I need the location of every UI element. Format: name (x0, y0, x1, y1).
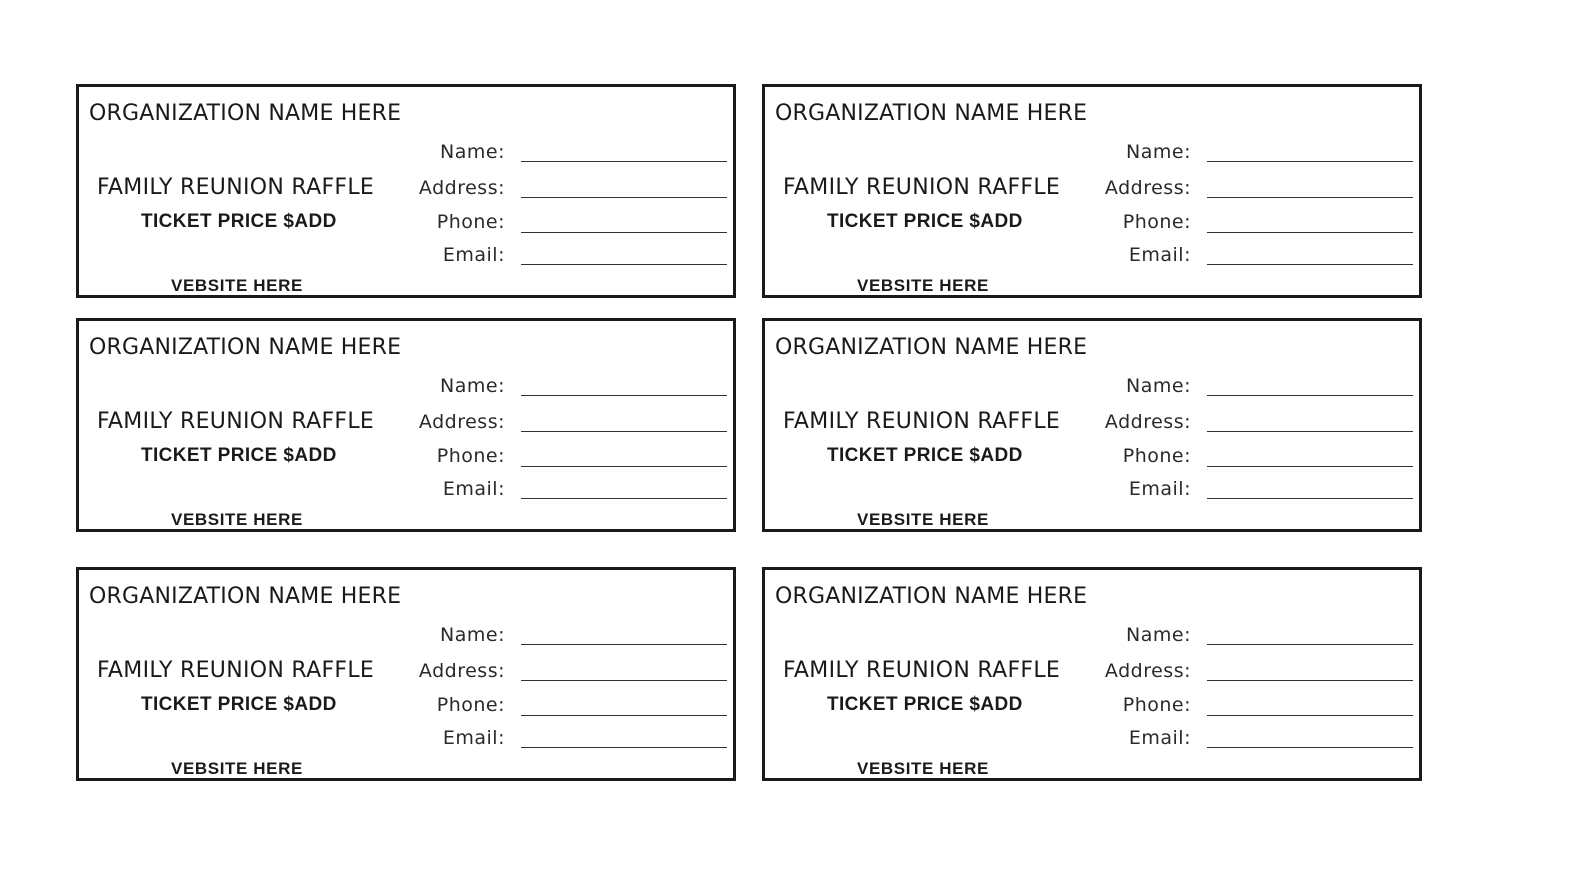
email-label: Email: (1128, 727, 1191, 749)
website-text: VEBSITE HERE (171, 276, 303, 295)
address-label: Address: (1104, 660, 1191, 682)
event-title: FAMILY REUNION RAFFLE (97, 658, 375, 683)
address-blank-line (1207, 431, 1413, 432)
phone-blank-line (521, 466, 727, 467)
phone-blank-line (1207, 466, 1413, 467)
name-label: Name: (1126, 375, 1191, 397)
email-blank-line (1207, 747, 1413, 748)
ticket-price: TICKET PRICE $ADD (141, 445, 337, 466)
name-blank-line (1207, 644, 1413, 645)
organization-name: ORGANIZATION NAME HERE (89, 335, 402, 360)
raffle-ticket-1 (76, 84, 736, 298)
address-label: Address: (418, 411, 505, 433)
organization-name: ORGANIZATION NAME HERE (775, 101, 1088, 126)
name-blank-line (521, 395, 727, 396)
phone-label: Phone: (1122, 211, 1191, 233)
event-title: FAMILY REUNION RAFFLE (97, 175, 375, 200)
website-text: VEBSITE HERE (857, 759, 989, 778)
address-blank-line (521, 197, 727, 198)
phone-blank-line (1207, 232, 1413, 233)
name-blank-line (521, 161, 727, 162)
email-blank-line (1207, 498, 1413, 499)
website-text: VEBSITE HERE (857, 510, 989, 529)
website-text: VEBSITE HERE (171, 759, 303, 778)
organization-name: ORGANIZATION NAME HERE (89, 584, 402, 609)
name-blank-line (1207, 395, 1413, 396)
raffle-ticket-2 (762, 84, 1422, 298)
name-blank-line (521, 644, 727, 645)
email-blank-line (521, 498, 727, 499)
email-blank-line (521, 747, 727, 748)
phone-label: Phone: (1122, 694, 1191, 716)
ticket-price: TICKET PRICE $ADD (141, 211, 337, 232)
name-label: Name: (1126, 141, 1191, 163)
ticket-price: TICKET PRICE $ADD (827, 694, 1023, 715)
phone-label: Phone: (1122, 445, 1191, 467)
event-title: FAMILY REUNION RAFFLE (783, 658, 1061, 683)
email-label: Email: (442, 478, 505, 500)
address-label: Address: (1104, 411, 1191, 433)
event-title: FAMILY REUNION RAFFLE (783, 175, 1061, 200)
address-blank-line (1207, 197, 1413, 198)
name-label: Name: (1126, 624, 1191, 646)
email-label: Email: (1128, 478, 1191, 500)
phone-label: Phone: (436, 211, 505, 233)
email-label: Email: (442, 727, 505, 749)
email-blank-line (1207, 264, 1413, 265)
address-blank-line (521, 680, 727, 681)
name-blank-line (1207, 161, 1413, 162)
event-title: FAMILY REUNION RAFFLE (97, 409, 375, 434)
phone-label: Phone: (436, 694, 505, 716)
organization-name: ORGANIZATION NAME HERE (89, 101, 402, 126)
phone-blank-line (521, 232, 727, 233)
address-label: Address: (418, 660, 505, 682)
email-label: Email: (442, 244, 505, 266)
address-label: Address: (1104, 177, 1191, 199)
event-title: FAMILY REUNION RAFFLE (783, 409, 1061, 434)
website-text: VEBSITE HERE (171, 510, 303, 529)
email-label: Email: (1128, 244, 1191, 266)
raffle-ticket-3 (76, 318, 736, 532)
website-text: VEBSITE HERE (857, 276, 989, 295)
phone-blank-line (1207, 715, 1413, 716)
address-blank-line (1207, 680, 1413, 681)
address-label: Address: (418, 177, 505, 199)
address-blank-line (521, 431, 727, 432)
phone-label: Phone: (436, 445, 505, 467)
name-label: Name: (440, 624, 505, 646)
name-label: Name: (440, 141, 505, 163)
raffle-ticket-6 (762, 567, 1422, 781)
name-label: Name: (440, 375, 505, 397)
organization-name: ORGANIZATION NAME HERE (775, 335, 1088, 360)
raffle-ticket-5 (76, 567, 736, 781)
ticket-price: TICKET PRICE $ADD (141, 694, 337, 715)
ticket-price: TICKET PRICE $ADD (827, 445, 1023, 466)
ticket-price: TICKET PRICE $ADD (827, 211, 1023, 232)
email-blank-line (521, 264, 727, 265)
phone-blank-line (521, 715, 727, 716)
organization-name: ORGANIZATION NAME HERE (775, 584, 1088, 609)
raffle-ticket-4 (762, 318, 1422, 532)
